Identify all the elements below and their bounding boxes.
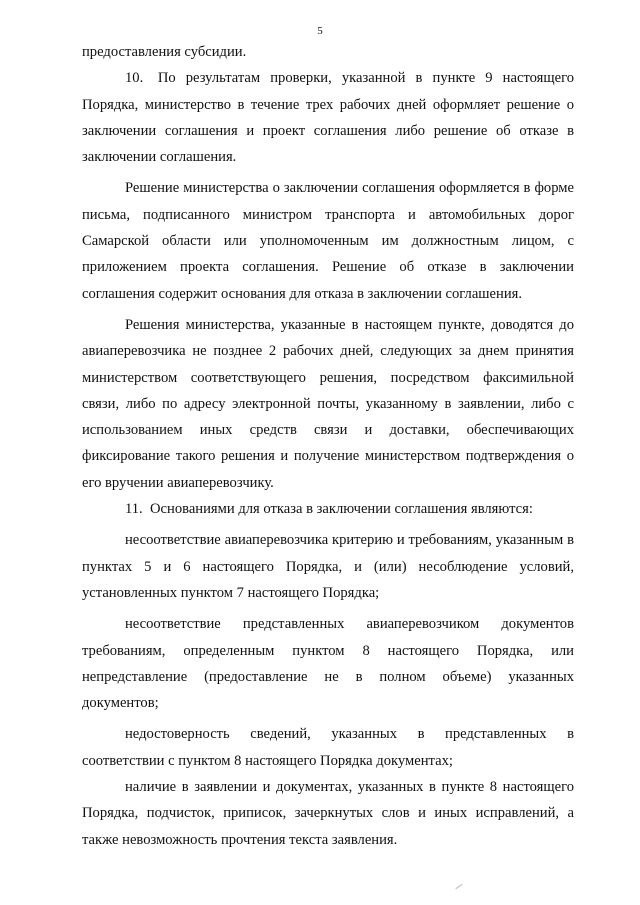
paragraph-continuation: предоставления субсидии. [82,44,247,60]
paragraph-item-11: 11. Основаниями для отказа в заключении соглашения являются: [125,501,533,518]
paragraph-refusal-ground-3: недостоверность сведений, указанных в представленных в соответствии с пунктом 8 настоящего Порядка документах; [82,726,574,769]
paragraph-refusal-ground-1: несоответствие авиаперевозчика критерию и требованиям, указанным в пунктах 5 и 6 настоящего Порядка, и (или) несоблюдение условий, установленных пунктом 7 настоящего Порядка; [82,532,574,601]
paragraph-decision-delivery: Решения министерства, указанные в настоящем пункте, доводятся до авиаперевозчика не позднее 2 рабочих дней, следующих за днем принятия министерством соответствующего решения, посредством факсимильной связи, либо по адресу электронной почты, указанному в заявлении, либо с использованием иных средств связи и доставки, обеспечивающих фиксирование такого решения и получение министерством подтверждения о его вручении авиаперевозчику. [82,316,574,491]
page-number: 5 [317,25,323,37]
scan-mark [455,884,462,889]
paragraph-decision-form: Решение министерства о заключении соглашения оформляется в форме письма, подписанного министром транспорта и автомобильных дорог Самарской области или уполномоченным им должностным лицом, с приложением проекта соглашения. Решение об отказе в заключении соглашения содержит основания для отказа в заключении соглашения. [82,180,574,302]
document-body [82,39,574,853]
paragraph-refusal-ground-2: несоответствие представленных авиаперевозчиком документов требованиям, определенным пунктом 8 настоящего Порядка, или непредставление (предоставление не в полном объеме) указанных документов; [82,616,574,712]
paragraph-item-10: 10. По результатам проверки, указанной в пункте 9 настоящего Порядка, министерство в течение трех рабочих дней оформляет решение о заключении соглашения и проект соглашения либо решение об отказе в заключении соглашения. [82,70,574,166]
paragraph-refusal-ground-4: наличие в заявлении и документах, указанных в пункте 8 настоящего Порядка, подчисток, приписок, зачеркнутых слов и иных исправлений, а также невозможность прочтения текста заявления. [82,779,574,848]
